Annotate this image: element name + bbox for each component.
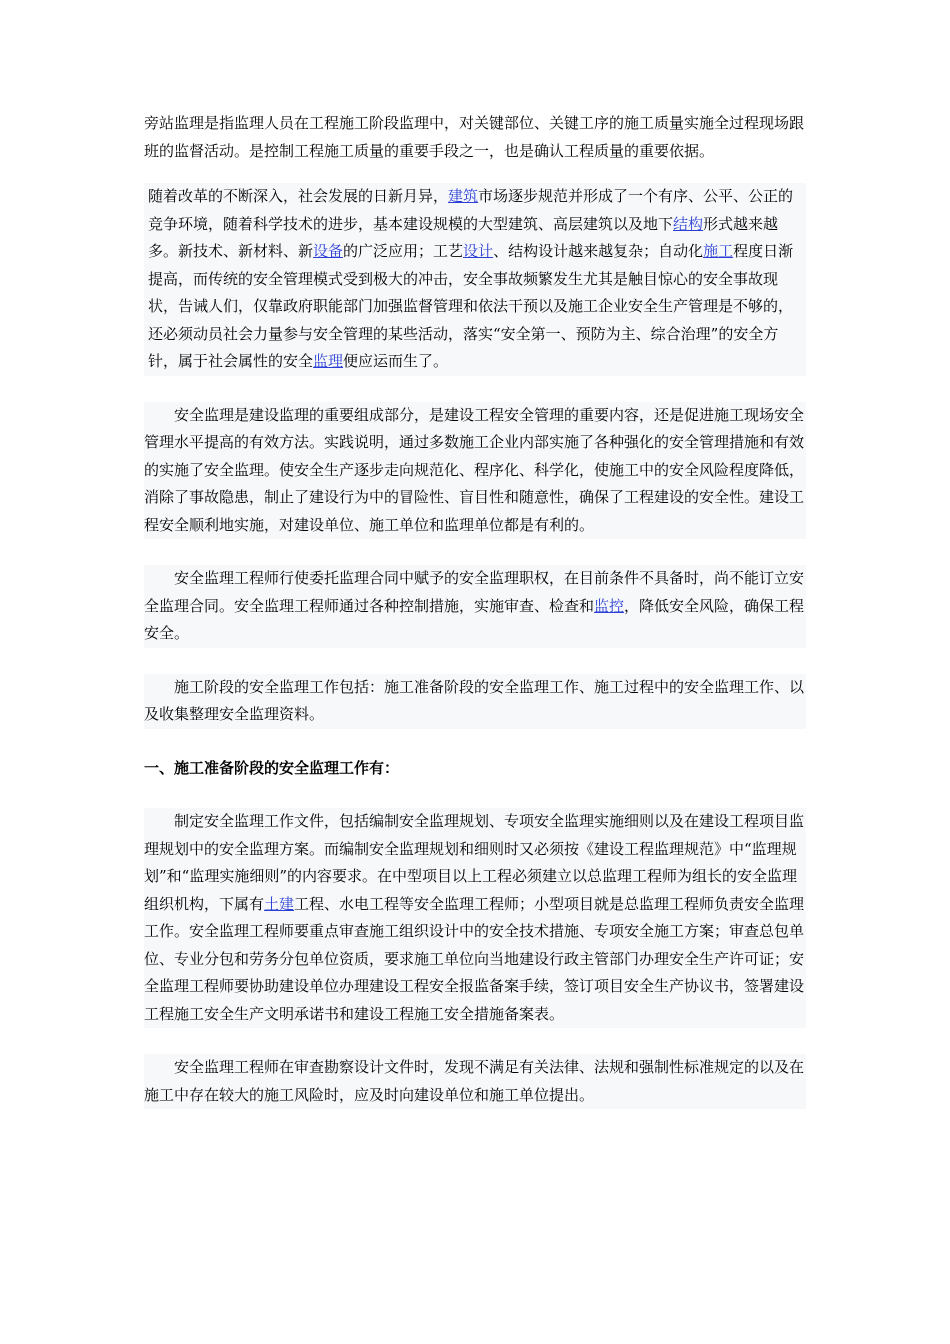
reform-text-2: 市场逐步规范并形成了一个有序、公平、公正的竞争环境，随着科学技术的进步，基本建设规模的大型建筑、高层建筑以及地下 bbox=[148, 187, 794, 233]
reform-text-5: 、结构设计越来越复杂；自动化 bbox=[493, 242, 704, 260]
engineer-text-2: ，降低安全风险，确保工程安全。 bbox=[144, 596, 805, 642]
section-heading-1: 一、施工准备阶段的安全监理工作有： bbox=[144, 758, 400, 777]
reform-text-3: 形式越来越多。新技术、新材料、新 bbox=[148, 214, 779, 260]
link-tujian[interactable]: 土建 bbox=[264, 894, 295, 913]
link-jiegou[interactable]: 结构 bbox=[673, 214, 704, 233]
reform-text-6: 程度日渐提高，而传统的安全管理模式受到极大的冲击，安全事故频繁发生尤其是触目惊心的安全事故现状，告诫人们，仅靠政府职能部门加强监督管理和依法干预以及施工企业安全生产管理是不够的，还必须动员社会力量参与安全管理的某些活动，落实“安全第一、预防为主、综合治理”的安全方针，属于社会属性的安全 bbox=[148, 242, 794, 370]
reform-text-4: 的广泛应用；工艺 bbox=[343, 242, 464, 260]
reform-text-1: 随着改革的不断深入，社会发展的日新月异， bbox=[148, 187, 449, 205]
construction-stage-paragraph: 施工阶段的安全监理工作包括：施工准备阶段的安全监理工作、施工过程中的安全监理工作、以及收集整理安全监理资料。 bbox=[144, 674, 806, 729]
link-shigong[interactable]: 施工 bbox=[703, 242, 734, 260]
document-body bbox=[144, 110, 806, 1109]
preparation-text-2: 工程、水电工程等安全监理工程师；小型项目就是总监理工程师负责安全监理工作。安全监理工程师要重点审查施工组织设计中的安全技术措施、专项安全施工方案；审查总包单位、专业分包和劳务分包单位资质，要求施工单位向当地建设行政主管部门办理安全生产许可证；安全监理工程师要协助建设单位办理建设工程安全报监备案手续，签订项目安全生产协议书，签署建设工程施工安全生产文明承诺书和建设工程施工安全措施备案表。 bbox=[144, 894, 805, 1023]
link-jianzhu[interactable]: 建筑 bbox=[448, 187, 479, 205]
intro-paragraph: 旁站监理是指监理人员在工程施工阶段监理中，对关键部位、关键工序的施工质量实施全过程现场跟班的监督活动。是控制工程施工质量的重要手段之一，也是确认工程质量的重要依据。 bbox=[144, 114, 805, 160]
design-review-paragraph: 安全监理工程师在审查勘察设计文件时，发现不满足有关法律、法规和强制性标准规定的以及在施工中存在较大的施工风险时，应及时向建设单位和施工单位提出。 bbox=[144, 1054, 806, 1109]
reform-paragraph bbox=[144, 183, 806, 376]
engineer-duties-paragraph bbox=[144, 565, 806, 648]
preparation-text-1: 制定安全监理工作文件，包括编制安全监理规划、专项安全监理实施细则以及在建设工程项目监理规划中的安全监理方案。而编制安全监理规划和细则时又必须按《建设工程监理规范》中“监理规划”和“监理实施细则”的内容要求。在中型项目以上工程必须建立以总监理工程师为组长的安全监理组织机构，下属有 bbox=[144, 812, 805, 913]
safety-supervision-paragraph: 安全监理是建设监理的重要组成部分，是建设工程安全管理的重要内容，还是促进施工现场安全管理水平提高的有效方法。实践说明，通过多数施工企业内部实施了各种强化的安全管理措施和有效的实施了安全监理。使安全生产逐步走向规范化、程序化、科学化，使施工中的安全风险程度降低，消除了事故隐患，制止了建设行为中的冒险性、盲目性和随意性，确保了工程建设的安全性。建设工程安全顺利地实施，对建设单位、施工单位和监理单位都是有利的。 bbox=[144, 402, 806, 540]
preparation-paragraph bbox=[144, 808, 806, 1028]
link-jiankong[interactable]: 监控 bbox=[594, 596, 625, 615]
engineer-text-1: 安全监理工程师行使委托监理合同中赋予的安全监理职权，在目前条件不具备时，尚不能订立安全监理合同。安全监理工程师通过各种控制措施，实施审查、检查和 bbox=[144, 569, 805, 615]
reform-text-7: 便应运而生了。 bbox=[343, 352, 449, 370]
link-sheji[interactable]: 设计 bbox=[463, 242, 494, 260]
link-jianli[interactable]: 监理 bbox=[313, 352, 344, 370]
link-shebei[interactable]: 设备 bbox=[313, 242, 344, 260]
